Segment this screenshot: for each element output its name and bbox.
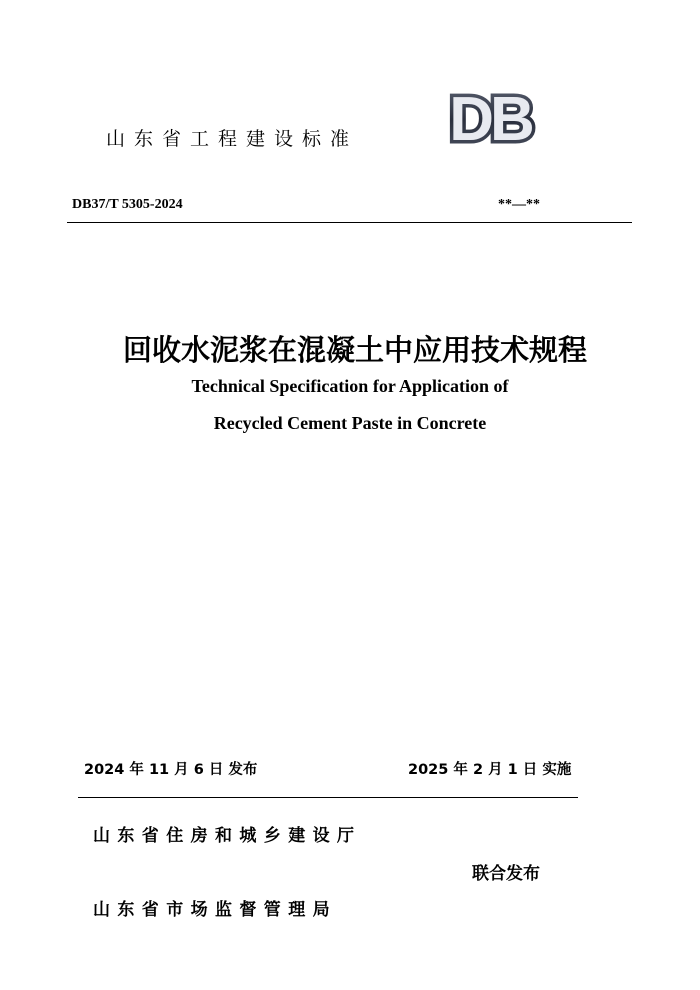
title-english-line1: Technical Specification for Application of [191,376,509,396]
title-chinese: 回收水泥浆在混凝土中应用技术规程 [122,333,587,367]
joint-issue-label: 联合发布 [472,864,540,884]
footer-divider [78,797,578,798]
issuer-housing-department: 山东省住房和城乡建设厅 [93,826,362,846]
issuer-market-regulation: 山东省市场监督管理局 [93,900,337,920]
title-english-line2: Recycled Cement Paste in Concrete [213,413,487,433]
db-logo [430,88,550,146]
implementation-date: 2025 年 2 月 1 日 实施 [408,762,572,778]
standard-category: 山东省工程建设标准 [106,128,359,150]
db-logo-text: DB [449,88,531,146]
replaces-number: **—** [498,197,540,212]
header-divider [67,222,632,223]
standard-number: DB37/T 5305-2024 [72,197,183,212]
issue-date: 2024 年 11 月 6 日 发布 [84,762,258,778]
